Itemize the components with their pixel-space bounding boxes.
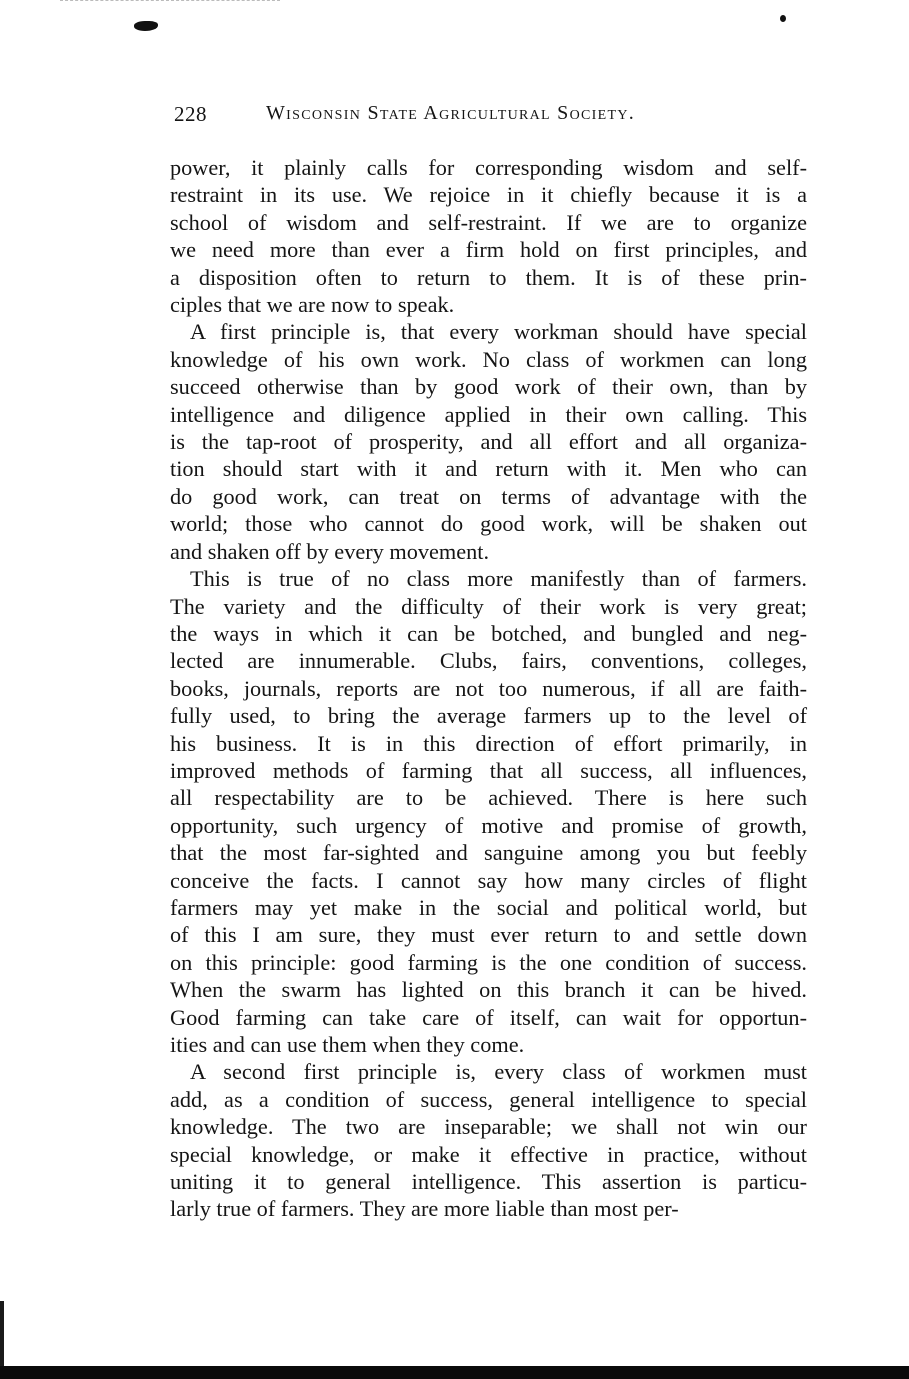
text-line: his business. It is in this direction of effort primarily, in [170,730,807,756]
text-line: Good farming can take care of itself, can wait for opportun- [170,1004,807,1030]
text-line: larly true of farmers. They are more liable than most per- [170,1196,679,1222]
text-line: When the swarm has lighted on this branch it can be hived. [170,977,807,1003]
paragraph [170,318,807,565]
text-line: tion should start with it and return with it. Men who can [170,456,807,482]
paragraph [170,154,807,318]
text-line: intelligence and diligence applied in their own calling. This [170,401,807,427]
body-text [170,154,807,1223]
text-line: uniting it to general intelligence. This assertion is particu- [170,1169,807,1195]
running-head [174,102,726,132]
text-line: do good work, can treat on terms of advantage with the [170,483,807,509]
text-line: opportunity, such urgency of motive and promise of growth, [170,812,807,838]
page-edge-shadow [0,1301,4,1366]
text-line: improved methods of farming that all success, all influences, [170,757,807,783]
page-number: 228 [174,102,207,126]
text-line: lected are innumerable. Clubs, fairs, conventions, colleges, [170,648,807,674]
text-line: and shaken off by every movement. [170,538,490,564]
ink-blot-mark [134,21,158,31]
text-line: fully used, to bring the average farmers up to the level of [170,703,807,729]
text-line: add, as a condition of success, general intelligence to special [170,1086,807,1112]
text-line: knowledge. The two are inseparable; we shall not win our [170,1114,807,1140]
text-line: the ways in which it can be botched, and bungled and neg- [170,620,807,646]
text-line: special knowledge, or make it effective in practice, without [170,1141,807,1167]
text-line: ciples that we are now to speak. [170,292,455,318]
scan-smudge [60,0,280,5]
text-line: The variety and the difficulty of their work is very great; [170,593,807,619]
text-line: all respectability are to be achieved. There is here such [170,785,807,811]
text-line: power, it plainly calls for corresponding wisdom and self- [170,155,807,180]
paragraph [170,1058,807,1222]
text-line: ities and can use them when they come. [170,1032,525,1057]
text-line: of this I am sure, they must ever return to and settle down [170,922,807,948]
text-line: world; those who cannot do good work, will be shaken out [170,511,807,537]
text-line: farmers may yet make in the social and political world, but [170,894,807,920]
scan-bottom-border [0,1366,909,1379]
text-line: restraint in its use. We rejoice in it chiefly because it is a [170,182,807,208]
text-line: books, journals, reports are not too numerous, if all are faith- [170,675,807,701]
text-line: succeed otherwise than by good work of their own, than by [170,374,807,400]
text-line: school of wisdom and self-restraint. If we are to organize [170,209,807,235]
text-line: a disposition often to return to them. It is of these prin- [170,264,807,290]
text-line: that the most far-sighted and sanguine among you but feebly [170,840,807,866]
text-line: on this principle: good farming is the one condition of success. [170,949,807,975]
text-line: knowledge of his own work. No class of workmen can long [170,346,807,372]
text-line: This is true of no class more manifestly than of farmers. [190,566,807,592]
text-line: A second first principle is, every class of workmen must [190,1059,807,1085]
text-line: we need more than ever a firm hold on first principles, and [170,237,807,263]
ink-dot-mark [780,15,786,22]
journal-title: Wisconsin State Agricultural Society. [266,102,636,124]
paragraph [170,565,807,1058]
text-line: A first principle is, that every workman should have special [190,319,807,345]
text-line: conceive the facts. I cannot say how many circles of flight [170,867,807,893]
text-line: is the tap-root of prosperity, and all effort and all organiza- [170,429,807,455]
